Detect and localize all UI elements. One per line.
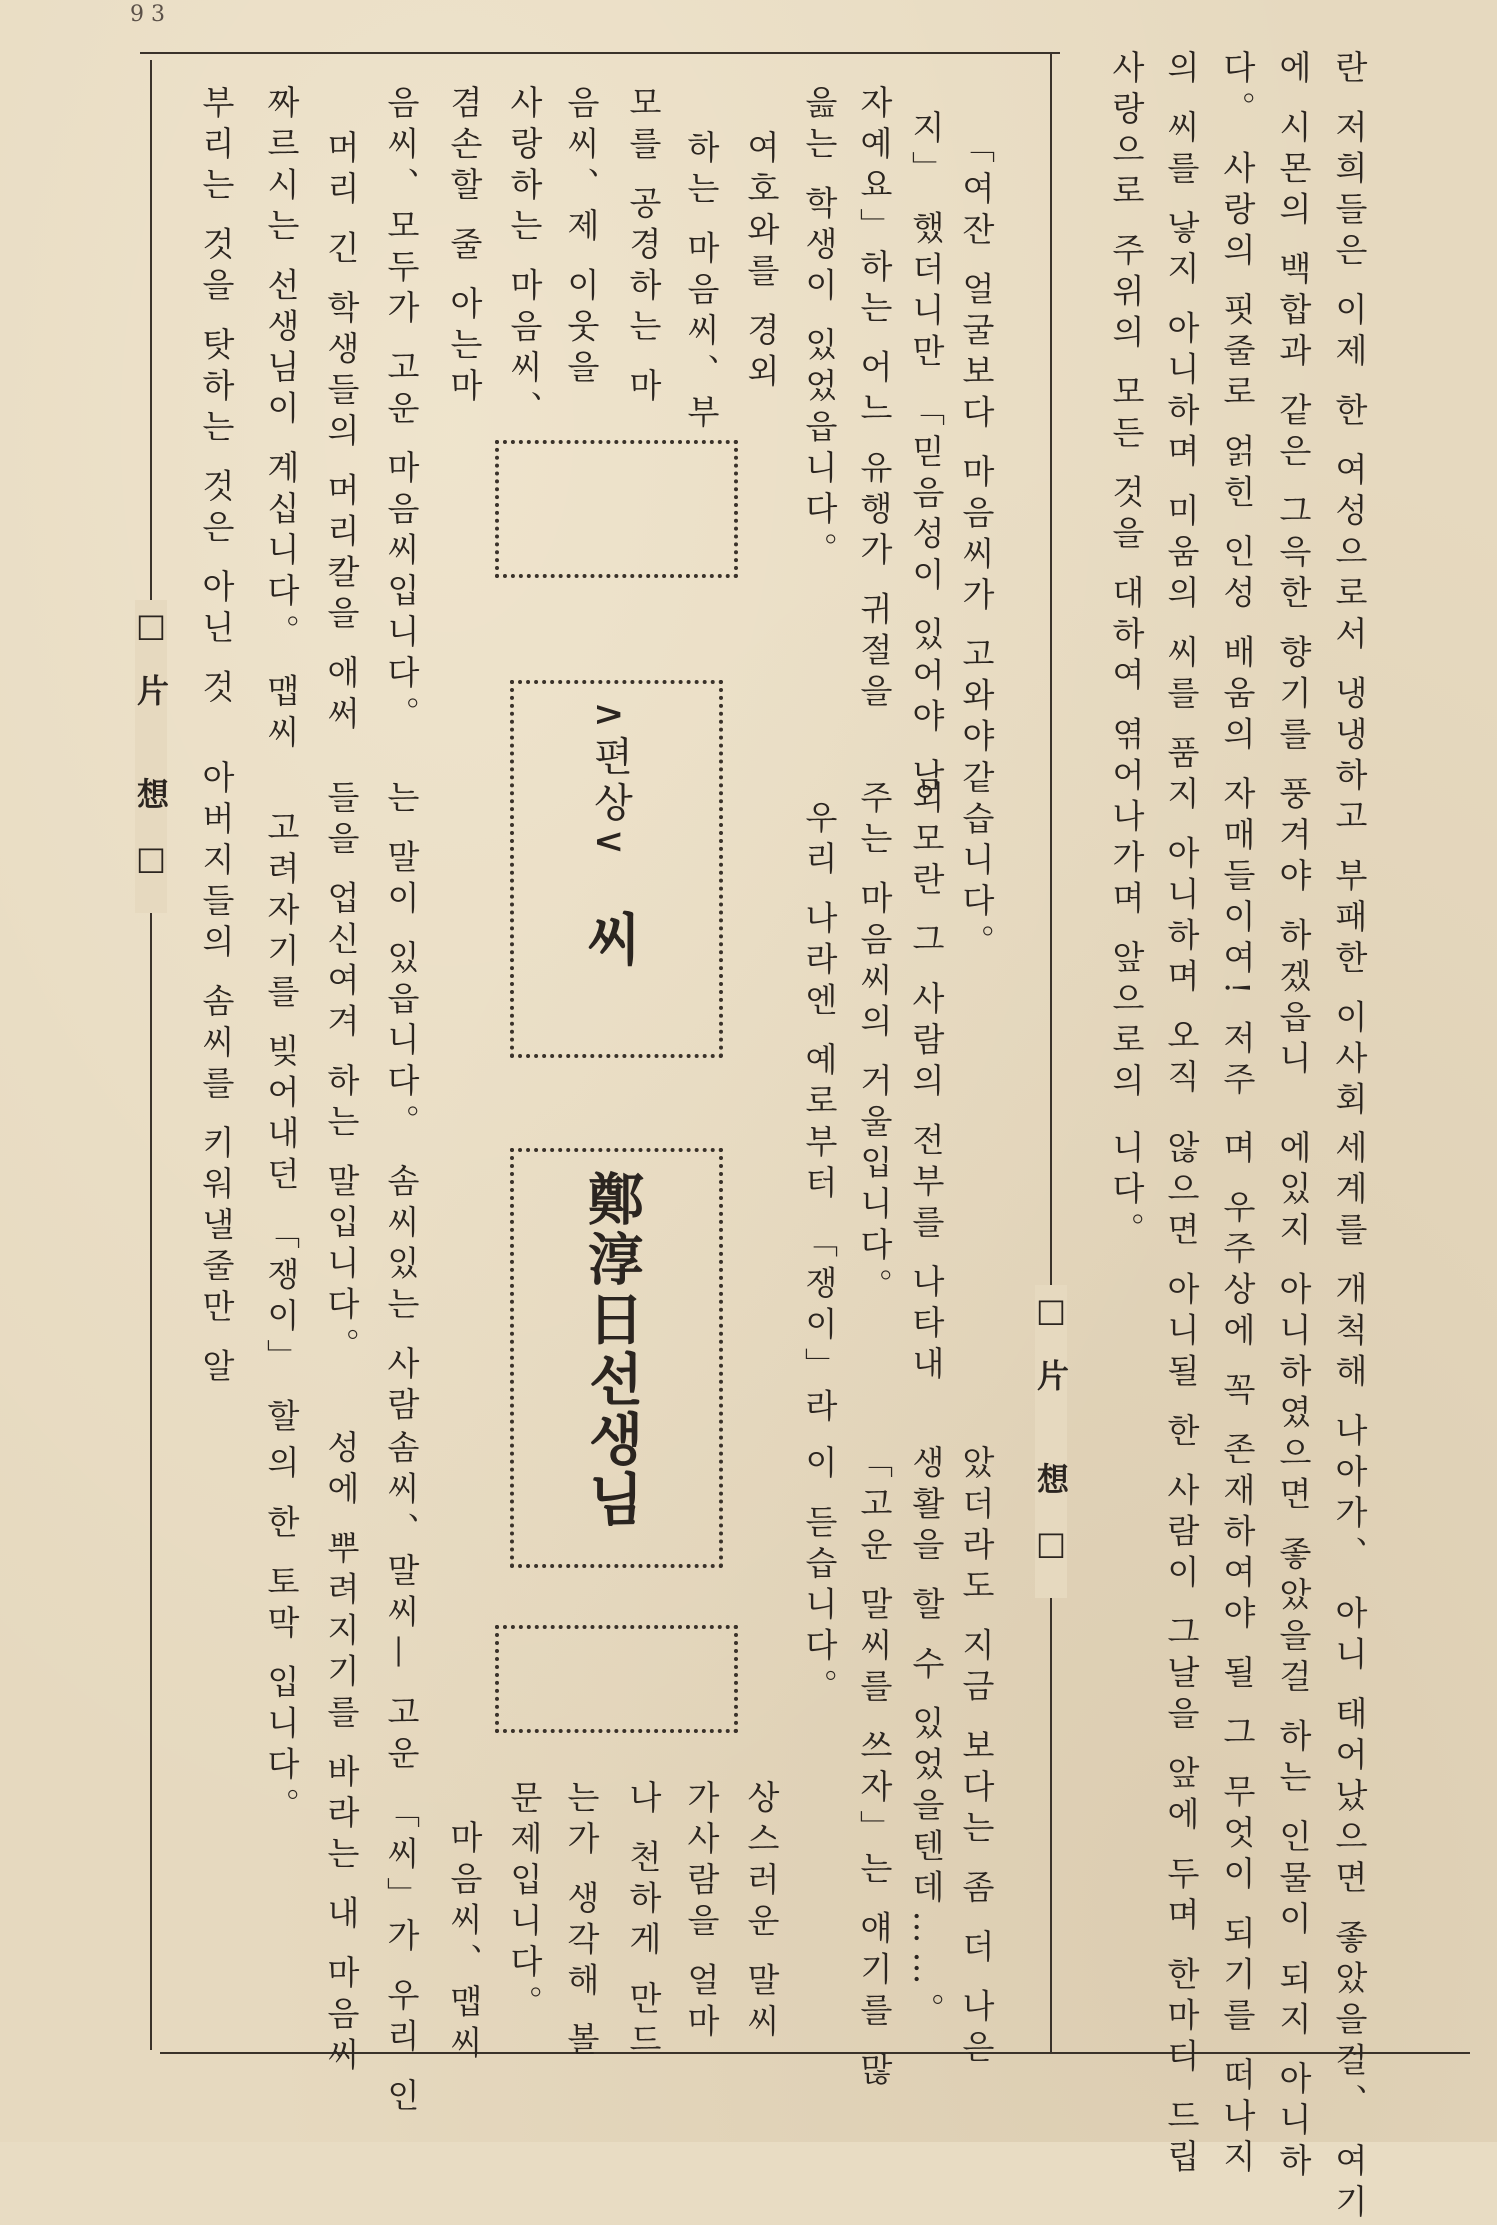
- text-column: 외모란 그 사람의 전부를 나타내: [907, 780, 946, 1387]
- text-column: 자예요」하는 어느 유행가 귀절을: [855, 85, 894, 715]
- text-column: 모를 공경하는 마: [624, 85, 663, 409]
- text-column: 다。 사랑의 핏줄로 얽힌 인성 배움의 자매들이여! 저주: [1218, 50, 1257, 1103]
- text-column: 음씨、제 이웃을: [562, 85, 601, 391]
- text-column: 음씨、모두가 고운 마음씨입니다。: [382, 85, 421, 737]
- text-column: 는 말이 있읍니다。 솜씨있는 사람: [382, 780, 421, 1428]
- text-column: 의 씨를 낳지 아니하며 미움의 씨를 품지 아니하며 오직: [1162, 50, 1201, 1100]
- section-header-label: □片 想□: [1035, 1285, 1067, 1598]
- text-column: 머리 긴 학생들의 머리칼을 애써: [322, 130, 361, 737]
- text-column: 에 시몬의 백합과 같은 그윽한 향기를 풍겨야 하겠읍니: [1274, 50, 1313, 1082]
- section-header-label: □片 想□: [135, 600, 167, 913]
- text-column: 사랑하는 마음씨、: [505, 85, 544, 432]
- text-column: 며 우주상에 꼭 존재하여야 될 그 무엇이 되기를 떠나지: [1218, 1130, 1257, 2180]
- text-column: 니다。: [1107, 1130, 1146, 1253]
- text-column: 세계를 개척해 나아가、 아니 태어났으면 좋았을걸、 여기: [1330, 1130, 1369, 2225]
- text-column: 생활을 할 수 있었을텐데……。: [907, 1445, 946, 2034]
- text-column: 나 천하게 만드: [624, 1780, 663, 2063]
- text-column: 「여잔 얼굴보다 마음씨가 고와야: [957, 130, 996, 760]
- text-column: 지」 했더니만 「믿음성이 있어야 남: [907, 110, 946, 799]
- text-column: 이 듣습니다。: [800, 1445, 839, 1710]
- text-column: 란 저희들은 이제 한 여성으로서 냉냉하고 부패한 이사회: [1330, 50, 1369, 1123]
- text-column: 읊는 학생이 있었읍니다。: [800, 85, 839, 573]
- text-column: 솜씨、말씨— 고운 「씨」가 우리 인: [382, 1430, 421, 2119]
- left-frame-rule: [150, 60, 152, 2050]
- text-column: 사랑으로 주위의 모든 것을 대하여 엮어나가며 앞으로의: [1107, 50, 1146, 1104]
- subtitle: ∧편상∨: [587, 700, 633, 863]
- page-number: 9 3: [130, 2, 165, 27]
- text-column: 는가 생각해 볼: [562, 1780, 601, 2063]
- text-column: 았더라도 지금 보다는 좀 더 나은: [957, 1445, 996, 2071]
- text-column: 들을 업신여겨 하는 말입니다。: [322, 780, 361, 1369]
- text-column: 의 한 토막 입니다。: [262, 1445, 301, 1829]
- text-column: 겸손할 줄 아는마: [445, 85, 484, 409]
- decorative-dotted-box: [495, 1625, 738, 1733]
- text-column: 가사람을 얼마: [682, 1780, 721, 2045]
- text-column: 같습니다。: [957, 760, 996, 965]
- text-column: 하는 마음씨、부: [682, 130, 721, 436]
- frame-right-rule: [1050, 52, 1052, 2052]
- text-column: 상스러운 말씨: [742, 1780, 781, 2045]
- author-name: 鄭淳日선생님: [579, 1170, 645, 1530]
- text-column: 주는 마음씨의 거울입니다。: [855, 780, 894, 1309]
- title-word: 씨: [577, 910, 643, 966]
- text-column: 문제입니다。: [505, 1780, 544, 2026]
- text-column: 부리는 것을 탓하는 것은 아닌 것: [197, 85, 236, 711]
- text-column: 짜르시는 선생님이 계십니다。 맵씨: [262, 85, 301, 756]
- text-column: 「고운 말씨를 쓰자」는 얘기를 많: [855, 1445, 894, 2093]
- text-column: 우리 나라엔 예로부터 「쟁이」라: [800, 800, 839, 1430]
- text-column: 고려자기를 빚어내던 「쟁이」 할: [262, 810, 301, 1440]
- text-column: 성에 뿌려지기를 바라는 내 마음씨: [322, 1430, 361, 2078]
- text-column: 에있지 아니하였으면 좋았을걸 하는 인물이 되지 아니하: [1274, 1130, 1313, 2184]
- frame-top-rule: [140, 52, 1060, 54]
- text-column: 않으면 아니될 한 사람이 그날을 앞에 두며 한마디 드립: [1162, 1130, 1201, 2180]
- decorative-dotted-box: [495, 440, 738, 578]
- text-column: 마음씨、맵씨: [445, 1820, 484, 2066]
- text-column: 여호와를 경외: [742, 130, 781, 395]
- text-column: 아버지들의 솜씨를 키워낼줄만 알: [197, 760, 236, 1390]
